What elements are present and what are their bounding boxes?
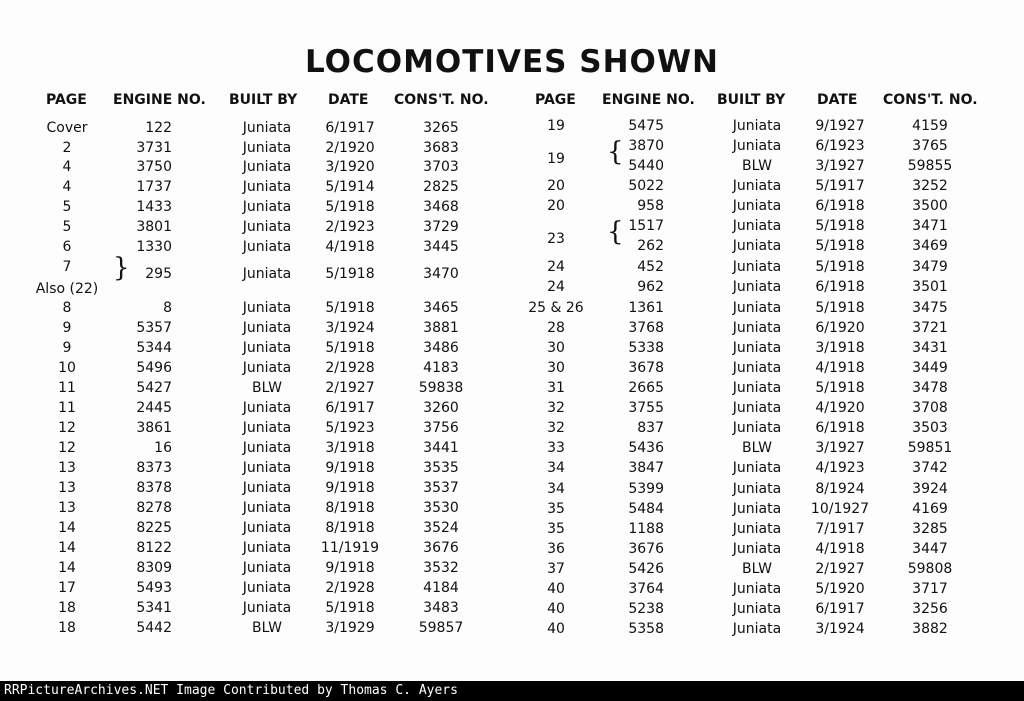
left-cell-date: 5/1918 xyxy=(325,300,375,316)
right-cell-const: 3479 xyxy=(912,259,948,275)
left-cell-built: Juniata xyxy=(242,320,292,336)
right-cell-const: 3475 xyxy=(912,300,948,316)
right-cell-date: 3/1927 xyxy=(815,158,865,174)
left-cell-engine: 5357 xyxy=(136,320,172,336)
right-cell-page: 33 xyxy=(547,440,565,456)
right-cell-engine: 5484 xyxy=(628,501,664,517)
right-cell-const: 4169 xyxy=(912,501,948,517)
left-cell-page: 17 xyxy=(58,580,76,596)
right-cell-const: 59851 xyxy=(907,440,953,456)
left-cell-built: Juniata xyxy=(242,266,292,282)
right-cell-date: 4/1918 xyxy=(815,360,865,376)
left-cell-const: 3535 xyxy=(423,460,459,476)
left-cell-page: 13 xyxy=(58,480,76,496)
right-cell-page: 24 xyxy=(547,279,565,295)
left-cell-built: Juniata xyxy=(242,400,292,416)
right-cell-date: 8/1924 xyxy=(815,481,865,497)
left-cell-date: 3/1920 xyxy=(325,159,375,175)
left-cell-const: 3260 xyxy=(423,400,459,416)
right-cell-engine: 3755 xyxy=(628,400,664,416)
left-cell-engine: 8378 xyxy=(136,480,172,496)
right-cell-page: 35 xyxy=(547,501,565,517)
left-cell-built: Juniata xyxy=(242,600,292,616)
left-cell-date: 5/1914 xyxy=(325,179,375,195)
right-cell-built: Juniata xyxy=(732,380,782,396)
left-cell-const: 3530 xyxy=(423,500,459,516)
left-cell-date: 5/1923 xyxy=(325,420,375,436)
left-header-page: PAGE xyxy=(46,92,87,108)
right-cell-built: Juniata xyxy=(732,360,782,376)
right-cell-date: 4/1918 xyxy=(815,541,865,557)
left-cell-built: Juniata xyxy=(242,219,292,235)
right-cell-const: 3252 xyxy=(912,178,948,194)
right-cell-engine: 5358 xyxy=(628,621,664,637)
left-cell-const: 3537 xyxy=(423,480,459,496)
right-cell-engine: 1188 xyxy=(628,521,664,537)
left-cell-built: Juniata xyxy=(242,239,292,255)
right-cell-date: 6/1920 xyxy=(815,320,865,336)
left-cell-engine: 8225 xyxy=(136,520,172,536)
left-cell-date: 11/1919 xyxy=(320,540,380,556)
right-cell-engine: 452 xyxy=(637,259,664,275)
left-cell-built: Juniata xyxy=(242,480,292,496)
left-cell-engine: 8122 xyxy=(136,540,172,556)
left-cell-const: 2825 xyxy=(423,179,459,195)
right-cell-engine: 3676 xyxy=(628,541,664,557)
right-cell-date: 5/1918 xyxy=(815,300,865,316)
right-cell-built: Juniata xyxy=(732,521,782,537)
left-cell-built: Juniata xyxy=(242,199,292,215)
left-cell-const: 3445 xyxy=(423,239,459,255)
right-cell-built: Juniata xyxy=(732,259,782,275)
left-cell-const: 3441 xyxy=(423,440,459,456)
right-cell-const: 3708 xyxy=(912,400,948,416)
right-cell-const: 59855 xyxy=(907,158,953,174)
left-cell-page: 11 xyxy=(58,400,76,416)
left-header-engine: ENGINE NO. xyxy=(113,92,206,108)
right-cell-built: Juniata xyxy=(732,238,782,254)
right-cell-page: 34 xyxy=(547,460,565,476)
right-cell-built: BLW xyxy=(742,158,772,174)
right-cell-page: 35 xyxy=(547,521,565,537)
right-cell-const: 3500 xyxy=(912,198,948,214)
left-cell-date: 9/1918 xyxy=(325,460,375,476)
right-cell-page: 20 xyxy=(547,178,565,194)
right-cell-engine: 3847 xyxy=(628,460,664,476)
left-cell-date: 8/1918 xyxy=(325,500,375,516)
left-cell-page: 7 xyxy=(62,259,72,275)
left-cell-engine: 1737 xyxy=(136,179,172,195)
right-header-engine: ENGINE NO. xyxy=(602,92,695,108)
left-cell-page: 13 xyxy=(58,460,76,476)
right-cell-engine: 5238 xyxy=(628,601,664,617)
left-cell-engine: 5344 xyxy=(136,340,172,356)
left-cell-const: 59857 xyxy=(418,620,464,636)
left-cell-date: 3/1918 xyxy=(325,440,375,456)
right-group-brace-19: { xyxy=(607,137,624,167)
right-cell-const: 3717 xyxy=(912,581,948,597)
left-cell-engine: 2445 xyxy=(136,400,172,416)
right-cell-engine: 2665 xyxy=(628,380,664,396)
right-cell-const: 3882 xyxy=(912,621,948,637)
right-cell-page: 28 xyxy=(547,320,565,336)
right-cell-engine: 5436 xyxy=(628,440,664,456)
right-cell-built: Juniata xyxy=(732,320,782,336)
right-group-brace-23: { xyxy=(607,217,624,247)
right-cell-date: 5/1920 xyxy=(815,581,865,597)
left-cell-page: 6 xyxy=(62,239,72,255)
left-cell-page: 18 xyxy=(58,600,76,616)
page-title: LOCOMOTIVES SHOWN xyxy=(304,44,720,80)
right-header-built: BUILT BY xyxy=(717,92,786,108)
left-cell-date: 2/1927 xyxy=(325,380,375,396)
left-cell-const: 3756 xyxy=(423,420,459,436)
right-cell-const: 3285 xyxy=(912,521,948,537)
right-cell-page: 19 xyxy=(547,118,565,134)
right-cell-date: 6/1923 xyxy=(815,138,865,154)
right-cell-engine: 5426 xyxy=(628,561,664,577)
right-cell-engine: 5475 xyxy=(628,118,664,134)
right-cell-built: Juniata xyxy=(732,400,782,416)
left-cell-engine: 1330 xyxy=(136,239,172,255)
left-cell-engine: 8 xyxy=(163,300,172,316)
right-cell-page: 19 xyxy=(547,151,565,167)
right-cell-page: 40 xyxy=(547,621,565,637)
left-cell-const: 3703 xyxy=(423,159,459,175)
right-cell-const: 3503 xyxy=(912,420,948,436)
right-header-const: CONS'T. NO. xyxy=(883,92,978,108)
right-cell-const: 3431 xyxy=(912,340,948,356)
right-cell-date: 2/1927 xyxy=(815,561,865,577)
right-cell-page: 32 xyxy=(547,420,565,436)
right-cell-built: BLW xyxy=(742,440,772,456)
left-cell-built: Juniata xyxy=(242,300,292,316)
left-cell-date: 2/1928 xyxy=(325,580,375,596)
right-cell-engine: 5022 xyxy=(628,178,664,194)
left-cell-const: 3881 xyxy=(423,320,459,336)
left-cell-built: Juniata xyxy=(242,540,292,556)
left-cell-date: 8/1918 xyxy=(325,520,375,536)
left-cell-engine: 3731 xyxy=(136,140,172,156)
left-cell-built: BLW xyxy=(252,620,282,636)
right-cell-built: Juniata xyxy=(732,420,782,436)
right-cell-const: 3501 xyxy=(912,279,948,295)
left-cell-page: Also (22) xyxy=(35,281,99,297)
right-cell-built: Juniata xyxy=(732,541,782,557)
left-cell-date: 5/1918 xyxy=(325,600,375,616)
left-cell-engine: 3801 xyxy=(136,219,172,235)
left-cell-page: 10 xyxy=(58,360,76,376)
right-cell-built: Juniata xyxy=(732,460,782,476)
left-cell-const: 3470 xyxy=(423,266,459,282)
left-cell-built: Juniata xyxy=(242,120,292,136)
left-group-brace: } xyxy=(113,253,130,283)
right-cell-page: 32 xyxy=(547,400,565,416)
left-cell-engine: 8373 xyxy=(136,460,172,476)
right-cell-date: 3/1918 xyxy=(815,340,865,356)
left-cell-const: 4183 xyxy=(423,360,459,376)
right-header-date: DATE xyxy=(817,92,858,108)
left-cell-built: Juniata xyxy=(242,360,292,376)
right-cell-const: 3469 xyxy=(912,238,948,254)
right-cell-built: Juniata xyxy=(732,279,782,295)
left-cell-built: Juniata xyxy=(242,159,292,175)
left-cell-built: BLW xyxy=(252,380,282,396)
left-cell-page: 4 xyxy=(62,159,72,175)
left-cell-date: 6/1917 xyxy=(325,120,375,136)
right-cell-built: Juniata xyxy=(732,118,782,134)
left-cell-const: 3483 xyxy=(423,600,459,616)
left-cell-engine: 8309 xyxy=(136,560,172,576)
right-cell-built: Juniata xyxy=(732,601,782,617)
left-cell-engine: 8278 xyxy=(136,500,172,516)
right-cell-date: 6/1917 xyxy=(815,601,865,617)
right-cell-engine: 1517 xyxy=(628,218,664,234)
right-cell-page: 36 xyxy=(547,541,565,557)
left-cell-built: Juniata xyxy=(242,340,292,356)
right-cell-page: 20 xyxy=(547,198,565,214)
right-cell-page: 34 xyxy=(547,481,565,497)
left-header-built: BUILT BY xyxy=(229,92,298,108)
right-cell-date: 6/1918 xyxy=(815,198,865,214)
right-cell-engine: 5338 xyxy=(628,340,664,356)
left-header-const: CONS'T. NO. xyxy=(394,92,489,108)
left-cell-page: 18 xyxy=(58,620,76,636)
left-cell-page: 8 xyxy=(62,300,72,316)
right-cell-built: Juniata xyxy=(732,218,782,234)
left-cell-const: 4184 xyxy=(423,580,459,596)
left-cell-built: Juniata xyxy=(242,520,292,536)
right-cell-date: 3/1927 xyxy=(815,440,865,456)
left-cell-date: 2/1923 xyxy=(325,219,375,235)
right-header-page: PAGE xyxy=(535,92,576,108)
left-cell-engine: 122 xyxy=(145,120,172,136)
left-cell-engine: 16 xyxy=(154,440,172,456)
left-cell-date: 5/1918 xyxy=(325,266,375,282)
left-cell-const: 59838 xyxy=(418,380,464,396)
left-cell-const: 3729 xyxy=(423,219,459,235)
left-cell-page: 5 xyxy=(62,219,72,235)
right-cell-engine: 3678 xyxy=(628,360,664,376)
left-cell-date: 5/1918 xyxy=(325,340,375,356)
right-cell-const: 3721 xyxy=(912,320,948,336)
left-cell-date: 2/1928 xyxy=(325,360,375,376)
right-cell-const: 59808 xyxy=(907,561,953,577)
right-cell-const: 4159 xyxy=(912,118,948,134)
right-cell-page: 40 xyxy=(547,601,565,617)
left-header-date: DATE xyxy=(328,92,369,108)
right-cell-page: 40 xyxy=(547,581,565,597)
left-cell-engine: 3750 xyxy=(136,159,172,175)
left-cell-date: 4/1918 xyxy=(325,239,375,255)
left-cell-engine: 5493 xyxy=(136,580,172,596)
left-cell-const: 3524 xyxy=(423,520,459,536)
left-cell-built: Juniata xyxy=(242,179,292,195)
right-cell-built: Juniata xyxy=(732,198,782,214)
left-cell-engine: 3861 xyxy=(136,420,172,436)
left-cell-date: 3/1929 xyxy=(325,620,375,636)
right-cell-const: 3449 xyxy=(912,360,948,376)
left-cell-date: 6/1917 xyxy=(325,400,375,416)
right-cell-built: Juniata xyxy=(732,138,782,154)
left-cell-const: 3683 xyxy=(423,140,459,156)
left-cell-date: 5/1918 xyxy=(325,199,375,215)
right-cell-date: 3/1924 xyxy=(815,621,865,637)
right-cell-engine: 3870 xyxy=(628,138,664,154)
left-cell-const: 3468 xyxy=(423,199,459,215)
right-cell-page: 37 xyxy=(547,561,565,577)
right-cell-page: 23 xyxy=(547,231,565,247)
left-cell-date: 2/1920 xyxy=(325,140,375,156)
right-cell-date: 6/1918 xyxy=(815,420,865,436)
left-cell-const: 3676 xyxy=(423,540,459,556)
left-cell-const: 3532 xyxy=(423,560,459,576)
right-cell-page: 25 & 26 xyxy=(528,300,584,316)
left-cell-page: 9 xyxy=(62,340,72,356)
right-cell-const: 3478 xyxy=(912,380,948,396)
right-cell-date: 5/1918 xyxy=(815,380,865,396)
right-cell-const: 3924 xyxy=(912,481,948,497)
left-cell-const: 3486 xyxy=(423,340,459,356)
left-cell-built: Juniata xyxy=(242,440,292,456)
right-cell-date: 4/1920 xyxy=(815,400,865,416)
left-cell-page: 13 xyxy=(58,500,76,516)
right-cell-date: 5/1918 xyxy=(815,259,865,275)
left-cell-built: Juniata xyxy=(242,580,292,596)
right-cell-built: Juniata xyxy=(732,300,782,316)
right-cell-engine: 5440 xyxy=(628,158,664,174)
left-cell-const: 3265 xyxy=(423,120,459,136)
right-cell-engine: 837 xyxy=(637,420,664,436)
right-cell-date: 5/1918 xyxy=(815,238,865,254)
right-cell-const: 3765 xyxy=(912,138,948,154)
left-cell-engine: 295 xyxy=(145,266,172,282)
footer-credit: RRPictureArchives.NET Image Contributed by Thomas C. Ayers xyxy=(0,681,1024,701)
right-cell-date: 5/1918 xyxy=(815,218,865,234)
left-cell-built: Juniata xyxy=(242,560,292,576)
left-cell-built: Juniata xyxy=(242,460,292,476)
right-cell-const: 3447 xyxy=(912,541,948,557)
right-cell-built: BLW xyxy=(742,561,772,577)
left-cell-page: 4 xyxy=(62,179,72,195)
left-cell-page: 14 xyxy=(58,540,76,556)
left-cell-built: Juniata xyxy=(242,140,292,156)
left-cell-date: 9/1918 xyxy=(325,560,375,576)
right-cell-page: 24 xyxy=(547,259,565,275)
right-cell-date: 9/1927 xyxy=(815,118,865,134)
left-cell-page: 11 xyxy=(58,380,76,396)
right-cell-engine: 3768 xyxy=(628,320,664,336)
right-cell-page: 30 xyxy=(547,360,565,376)
right-cell-engine: 1361 xyxy=(628,300,664,316)
left-cell-engine: 5427 xyxy=(136,380,172,396)
left-cell-engine: 5496 xyxy=(136,360,172,376)
left-cell-page: 9 xyxy=(62,320,72,336)
left-cell-page: Cover xyxy=(46,120,88,136)
right-cell-page: 30 xyxy=(547,340,565,356)
right-cell-engine: 5399 xyxy=(628,481,664,497)
right-cell-date: 6/1918 xyxy=(815,279,865,295)
left-cell-page: 12 xyxy=(58,440,76,456)
left-cell-page: 2 xyxy=(62,140,72,156)
left-cell-page: 14 xyxy=(58,520,76,536)
left-cell-built: Juniata xyxy=(242,500,292,516)
right-cell-built: Juniata xyxy=(732,621,782,637)
right-cell-date: 5/1917 xyxy=(815,178,865,194)
left-cell-engine: 1433 xyxy=(136,199,172,215)
right-cell-const: 3471 xyxy=(912,218,948,234)
right-cell-page: 31 xyxy=(547,380,565,396)
right-cell-date: 10/1927 xyxy=(810,501,870,517)
left-cell-page: 5 xyxy=(62,199,72,215)
left-cell-built: Juniata xyxy=(242,420,292,436)
right-cell-date: 4/1923 xyxy=(815,460,865,476)
right-cell-built: Juniata xyxy=(732,178,782,194)
left-cell-page: 14 xyxy=(58,560,76,576)
right-cell-built: Juniata xyxy=(732,481,782,497)
right-cell-engine: 958 xyxy=(637,198,664,214)
left-cell-engine: 5341 xyxy=(136,600,172,616)
right-cell-const: 3256 xyxy=(912,601,948,617)
right-cell-const: 3742 xyxy=(912,460,948,476)
right-cell-engine: 962 xyxy=(637,279,664,295)
right-cell-date: 7/1917 xyxy=(815,521,865,537)
left-cell-date: 3/1924 xyxy=(325,320,375,336)
right-cell-built: Juniata xyxy=(732,581,782,597)
left-cell-page: 12 xyxy=(58,420,76,436)
right-cell-engine: 3764 xyxy=(628,581,664,597)
left-cell-engine: 5442 xyxy=(136,620,172,636)
right-cell-engine: 262 xyxy=(637,238,664,254)
left-cell-date: 9/1918 xyxy=(325,480,375,496)
left-cell-const: 3465 xyxy=(423,300,459,316)
right-cell-built: Juniata xyxy=(732,501,782,517)
right-cell-built: Juniata xyxy=(732,340,782,356)
